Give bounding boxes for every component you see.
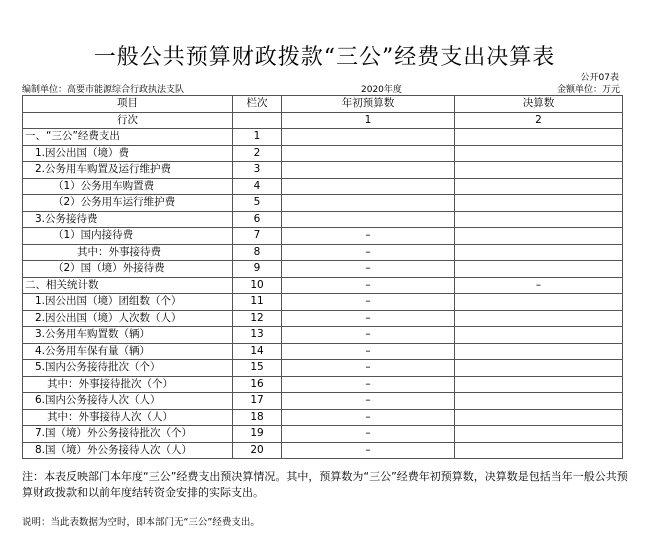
row-col-no: 7 (233, 228, 282, 245)
table-row (23, 178, 623, 195)
row-col-no: 6 (233, 211, 282, 228)
footnote: 注：本表反映部门本年度“三公”经费支出预决算情况。其中，预算数为“三公”经费年初预算数，决算数是包括当年一般公共预算财政拨款和以前年度结转资金安排的实际支出。 (22, 470, 628, 499)
row-item: 3.公务用车购置数（辆） (23, 327, 233, 344)
table-row (23, 145, 623, 162)
row-col-no: 13 (233, 327, 282, 344)
row-col-no: 5 (233, 195, 282, 212)
row-col-no: 12 (233, 310, 282, 327)
report-title: 一般公共预算财政拨款“三公”经费支出决算表 (93, 45, 556, 70)
table-row (23, 277, 623, 294)
row-final (455, 145, 623, 162)
row-col-no: 16 (233, 376, 282, 393)
row-item: 2.因公出国（境）人次数（人） (23, 310, 233, 327)
row-budget (282, 195, 455, 212)
row-budget: – (282, 376, 455, 393)
row-budget (282, 145, 455, 162)
header-budget: 年初预算数 (282, 96, 455, 113)
row-final: – (455, 277, 623, 294)
row-col-no: 2 (233, 145, 282, 162)
row-col-no: 1 (233, 129, 282, 146)
table-row (23, 376, 623, 393)
table-row (23, 261, 623, 278)
row-col-no: 11 (233, 294, 282, 311)
table-header-row (23, 96, 623, 113)
row-item: （1）国内接待费 (23, 228, 233, 245)
row-col-no: 20 (233, 442, 282, 459)
table-index-row (23, 112, 623, 129)
row-budget: – (282, 310, 455, 327)
row-budget: – (282, 327, 455, 344)
index-label: 行次 (23, 112, 233, 129)
remark: 说明：当此表数据为空时，即本部门无“三公”经费支出。 (22, 517, 260, 528)
row-item: 1.因公出国（境）费 (23, 145, 233, 162)
header-final: 决算数 (455, 96, 623, 113)
row-budget: – (282, 244, 455, 261)
row-item: 其中：外事接待费 (23, 244, 233, 261)
money-unit: 金额单位：万元 (556, 85, 620, 95)
table-row (23, 393, 623, 410)
row-budget (282, 162, 455, 179)
row-col-no: 18 (233, 409, 282, 426)
row-final (455, 442, 623, 459)
table-row (23, 195, 623, 212)
row-col-no: 9 (233, 261, 282, 278)
row-item: 其中：外事接待批次（个） (23, 376, 233, 393)
row-item: 二、相关统计数 (23, 277, 233, 294)
row-col-no: 14 (233, 343, 282, 360)
row-budget: – (282, 261, 455, 278)
report-meta (22, 82, 622, 94)
row-final (455, 393, 623, 410)
row-final (455, 376, 623, 393)
row-budget: – (282, 442, 455, 459)
table-row (23, 409, 623, 426)
table-row (23, 228, 623, 245)
table-row (23, 244, 623, 261)
table-row (23, 211, 623, 228)
row-budget: – (282, 277, 455, 294)
index-blank (233, 112, 282, 129)
row-item: 6.国内公务接待人次（人） (23, 393, 233, 410)
form-code: 公开07表 (580, 73, 619, 83)
row-item: （2）国（境）外接待费 (23, 261, 233, 278)
row-col-no: 3 (233, 162, 282, 179)
row-final (455, 211, 623, 228)
report-year: 2020年度 (361, 85, 402, 95)
row-final (455, 129, 623, 146)
row-final (455, 244, 623, 261)
table-body (23, 129, 623, 459)
row-final (455, 228, 623, 245)
row-item: 4.公务用车保有量（辆） (23, 343, 233, 360)
row-budget: – (282, 393, 455, 410)
row-item: 其中：外事接待人次（人） (23, 409, 233, 426)
row-final (455, 310, 623, 327)
header-col-no: 栏次 (233, 96, 282, 113)
index-budget: 1 (282, 112, 455, 129)
table-row (23, 343, 623, 360)
table-row (23, 442, 623, 459)
row-final (455, 261, 623, 278)
row-final (455, 409, 623, 426)
row-final (455, 343, 623, 360)
row-final (455, 426, 623, 443)
compiling-unit: 编制单位：高要市能源综合行政执法支队 (22, 85, 185, 95)
expenditure-table (22, 95, 623, 459)
header-item: 项目 (23, 96, 233, 113)
row-item: （1）公务用车购置费 (23, 178, 233, 195)
row-item: 3.公务接待费 (23, 211, 233, 228)
index-final: 2 (455, 112, 623, 129)
table-row (23, 426, 623, 443)
table-row (23, 310, 623, 327)
row-item: 8.国（境）外公务接待人次（人） (23, 442, 233, 459)
row-budget: – (282, 409, 455, 426)
row-final (455, 294, 623, 311)
row-final (455, 195, 623, 212)
row-item: 1.因公出国（境）团组数（个） (23, 294, 233, 311)
table-row (23, 327, 623, 344)
row-budget (282, 211, 455, 228)
table-row (23, 360, 623, 377)
table-row (23, 294, 623, 311)
row-item: 7.国（境）外公务接待批次（个） (23, 426, 233, 443)
row-item: 一、“三公”经费支出 (23, 129, 233, 146)
row-budget: – (282, 294, 455, 311)
row-budget (282, 178, 455, 195)
row-budget (282, 129, 455, 146)
row-col-no: 17 (233, 393, 282, 410)
row-final (455, 178, 623, 195)
row-item: 2.公务用车购置及运行维护费 (23, 162, 233, 179)
row-budget: – (282, 426, 455, 443)
row-budget: – (282, 343, 455, 360)
row-final (455, 327, 623, 344)
row-budget: – (282, 360, 455, 377)
row-item: 5.国内公务接待批次（个） (23, 360, 233, 377)
row-budget: – (282, 228, 455, 245)
table-row (23, 129, 623, 146)
row-col-no: 15 (233, 360, 282, 377)
row-col-no: 10 (233, 277, 282, 294)
row-col-no: 8 (233, 244, 282, 261)
row-final (455, 162, 623, 179)
row-item: （2）公务用车运行维护费 (23, 195, 233, 212)
table-row (23, 162, 623, 179)
row-final (455, 360, 623, 377)
row-col-no: 19 (233, 426, 282, 443)
row-col-no: 4 (233, 178, 282, 195)
